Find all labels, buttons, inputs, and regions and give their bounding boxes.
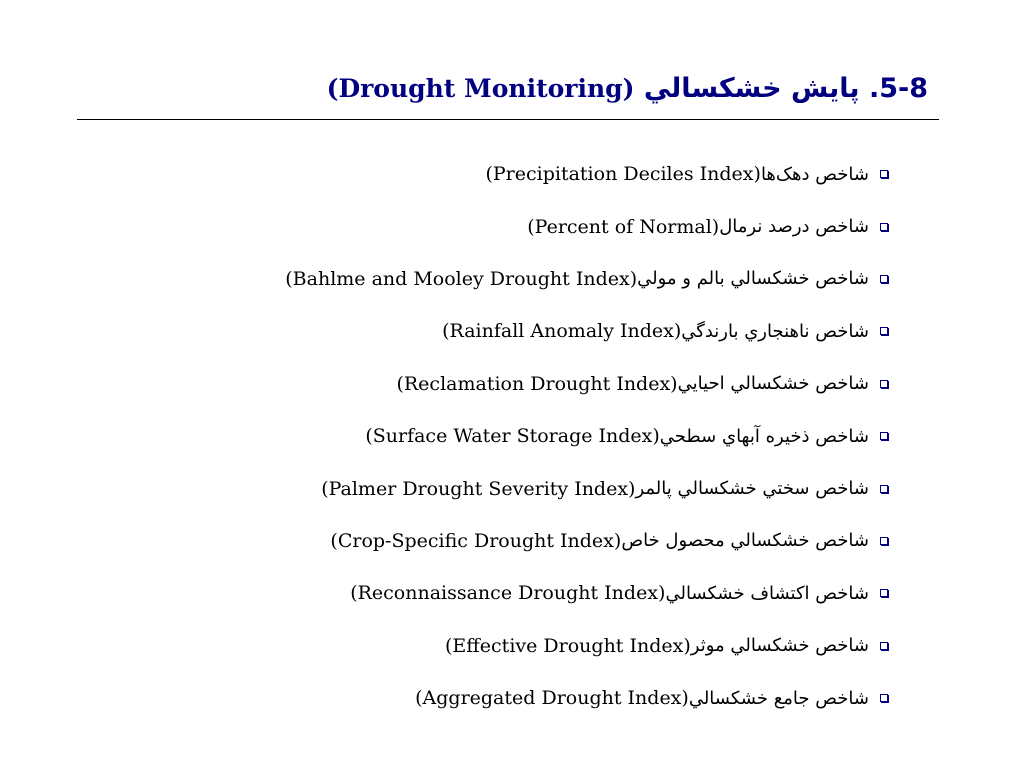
title-persian: پايش خشكسالي xyxy=(634,73,860,104)
list-item xyxy=(89,620,869,672)
index-name-persian: شاخص خشكسالي موثر xyxy=(690,635,869,657)
hollow-square-icon xyxy=(880,275,888,283)
hollow-square-icon xyxy=(880,170,888,178)
index-name-persian: شاخص اكتشاف خشكسالي xyxy=(665,582,869,604)
index-name-persian: شاخص دهک‌ها xyxy=(760,163,869,185)
index-name-english: (Aggregated Drought Index) xyxy=(415,687,689,710)
list-item xyxy=(89,672,869,724)
list-item xyxy=(89,148,869,200)
title-divider xyxy=(77,119,939,120)
index-name-persian: شاخص خشكسالي بالم و مولي xyxy=(637,268,869,290)
hollow-square-icon xyxy=(880,432,888,440)
index-name-persian: شاخص سختي خشكسالي پالمر xyxy=(635,478,869,500)
hollow-square-icon xyxy=(880,589,888,597)
list-item xyxy=(89,305,869,357)
list-item xyxy=(89,567,869,619)
list-item xyxy=(89,200,869,252)
index-name-english: (Reclamation Drought Index) xyxy=(396,372,678,395)
title-english: (Drought Monitoring) xyxy=(326,74,635,103)
hollow-square-icon xyxy=(880,485,888,493)
list-item xyxy=(89,410,869,462)
index-name-english: (Effective Drought Index) xyxy=(445,634,691,657)
hollow-square-icon xyxy=(880,380,888,388)
drought-index-list xyxy=(89,148,869,724)
slide-title xyxy=(327,75,928,102)
index-name-english: (Reconnaissance Drought Index) xyxy=(350,582,666,605)
index-name-persian: شاخص درصد نرمال xyxy=(719,216,869,238)
hollow-square-icon xyxy=(880,537,888,545)
index-name-english: (Precipitation Deciles Index) xyxy=(485,163,761,186)
hollow-square-icon xyxy=(880,642,888,650)
index-name-english: (Bahlme and Mooley Drought Index) xyxy=(285,267,638,290)
list-item xyxy=(89,462,869,514)
index-name-english: (Crop-Specific Drought Index) xyxy=(330,529,622,552)
index-name-english: (Palmer Drought Severity Index) xyxy=(321,477,636,500)
index-name-persian: شاخص خشكسالي احيايي xyxy=(677,373,869,395)
section-number: 5-8. xyxy=(859,73,928,104)
list-item xyxy=(89,253,869,305)
index-name-english: (Surface Water Storage Index) xyxy=(365,425,660,448)
index-name-persian: شاخص ذخيره آبهاي سطحي xyxy=(659,425,869,447)
hollow-square-icon xyxy=(880,223,888,231)
hollow-square-icon xyxy=(880,327,888,335)
index-name-persian: شاخص ناهنجاري بارندگي xyxy=(681,320,869,342)
list-item xyxy=(89,358,869,410)
index-name-english: (Rainfall Anomaly Index) xyxy=(442,320,682,343)
index-name-persian: شاخص جامع خشكسالي xyxy=(688,687,869,709)
hollow-square-icon xyxy=(880,694,888,702)
index-name-persian: شاخص خشكسالي محصول خاص xyxy=(621,530,869,552)
index-name-english: (Percent of Normal) xyxy=(527,215,720,238)
list-item xyxy=(89,515,869,567)
